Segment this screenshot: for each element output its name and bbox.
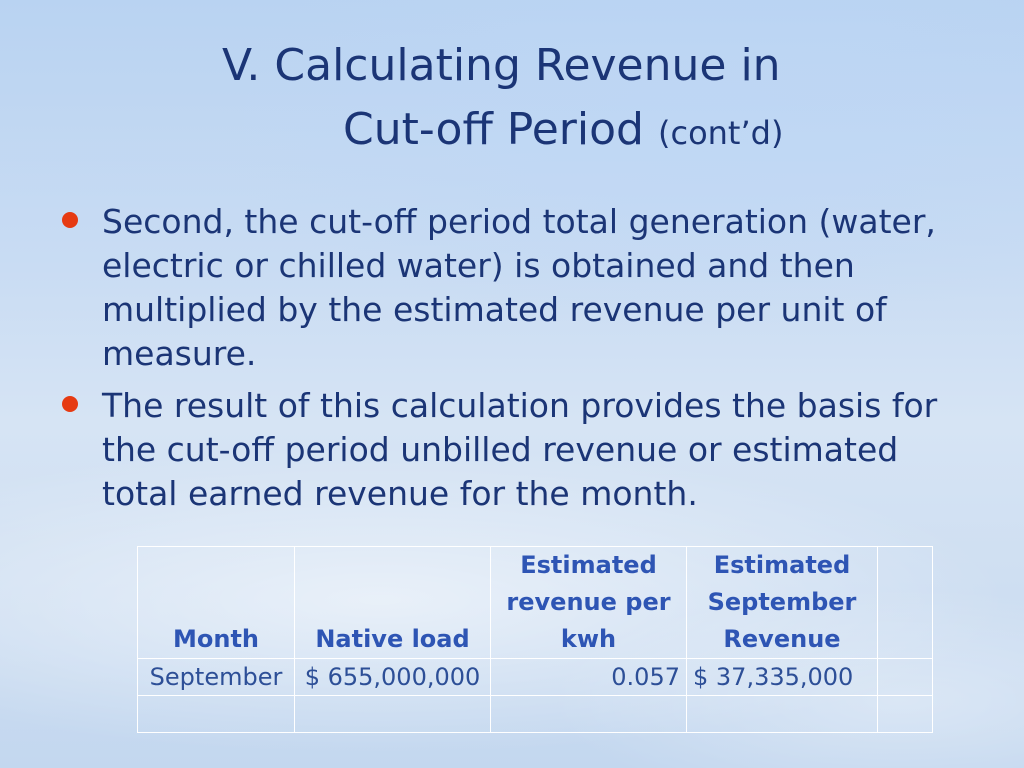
cell-month xyxy=(138,696,295,733)
table-row xyxy=(138,696,933,733)
header-native-load: Native load xyxy=(295,547,491,659)
cell-month: September xyxy=(138,659,295,696)
title-main-text: Cut-off Period xyxy=(343,104,644,155)
cell-rate xyxy=(491,696,687,733)
bullet-text: Second, the cut-off period total generation (water, electric or chilled water) is obtained and then multiplied by the estimated revenue per unit of measure. xyxy=(102,202,936,373)
title-line-1: V. Calculating Revenue in xyxy=(222,40,781,91)
title-suffix: (cont’d) xyxy=(657,114,784,152)
table-header-row xyxy=(138,547,933,659)
cell-native-load: $ 655,000,000 xyxy=(295,659,491,696)
title-line-2 xyxy=(343,98,783,165)
bullet-text: The result of this calculation provides the basis for the cut-off period unbilled revenue or estimated total earned revenue for the month. xyxy=(102,386,938,513)
cell-revenue xyxy=(687,696,878,733)
bullet-dot-icon xyxy=(62,212,78,228)
cell-revenue: $ 37,335,000 xyxy=(687,659,878,696)
header-revenue: Estimated September Revenue xyxy=(687,547,878,659)
header-month: Month xyxy=(138,547,295,659)
table-row xyxy=(138,659,933,696)
bullet-item xyxy=(58,384,958,516)
cell-native-load xyxy=(295,696,491,733)
cell-extra xyxy=(878,696,933,733)
bullet-item xyxy=(58,200,958,376)
header-rate: Estimated revenue per kwh xyxy=(491,547,687,659)
cell-extra xyxy=(878,659,933,696)
revenue-table xyxy=(137,546,933,733)
header-extra xyxy=(878,547,933,659)
cell-rate: 0.057 xyxy=(491,659,687,696)
bullet-dot-icon xyxy=(62,396,78,412)
bullet-list xyxy=(58,200,958,524)
